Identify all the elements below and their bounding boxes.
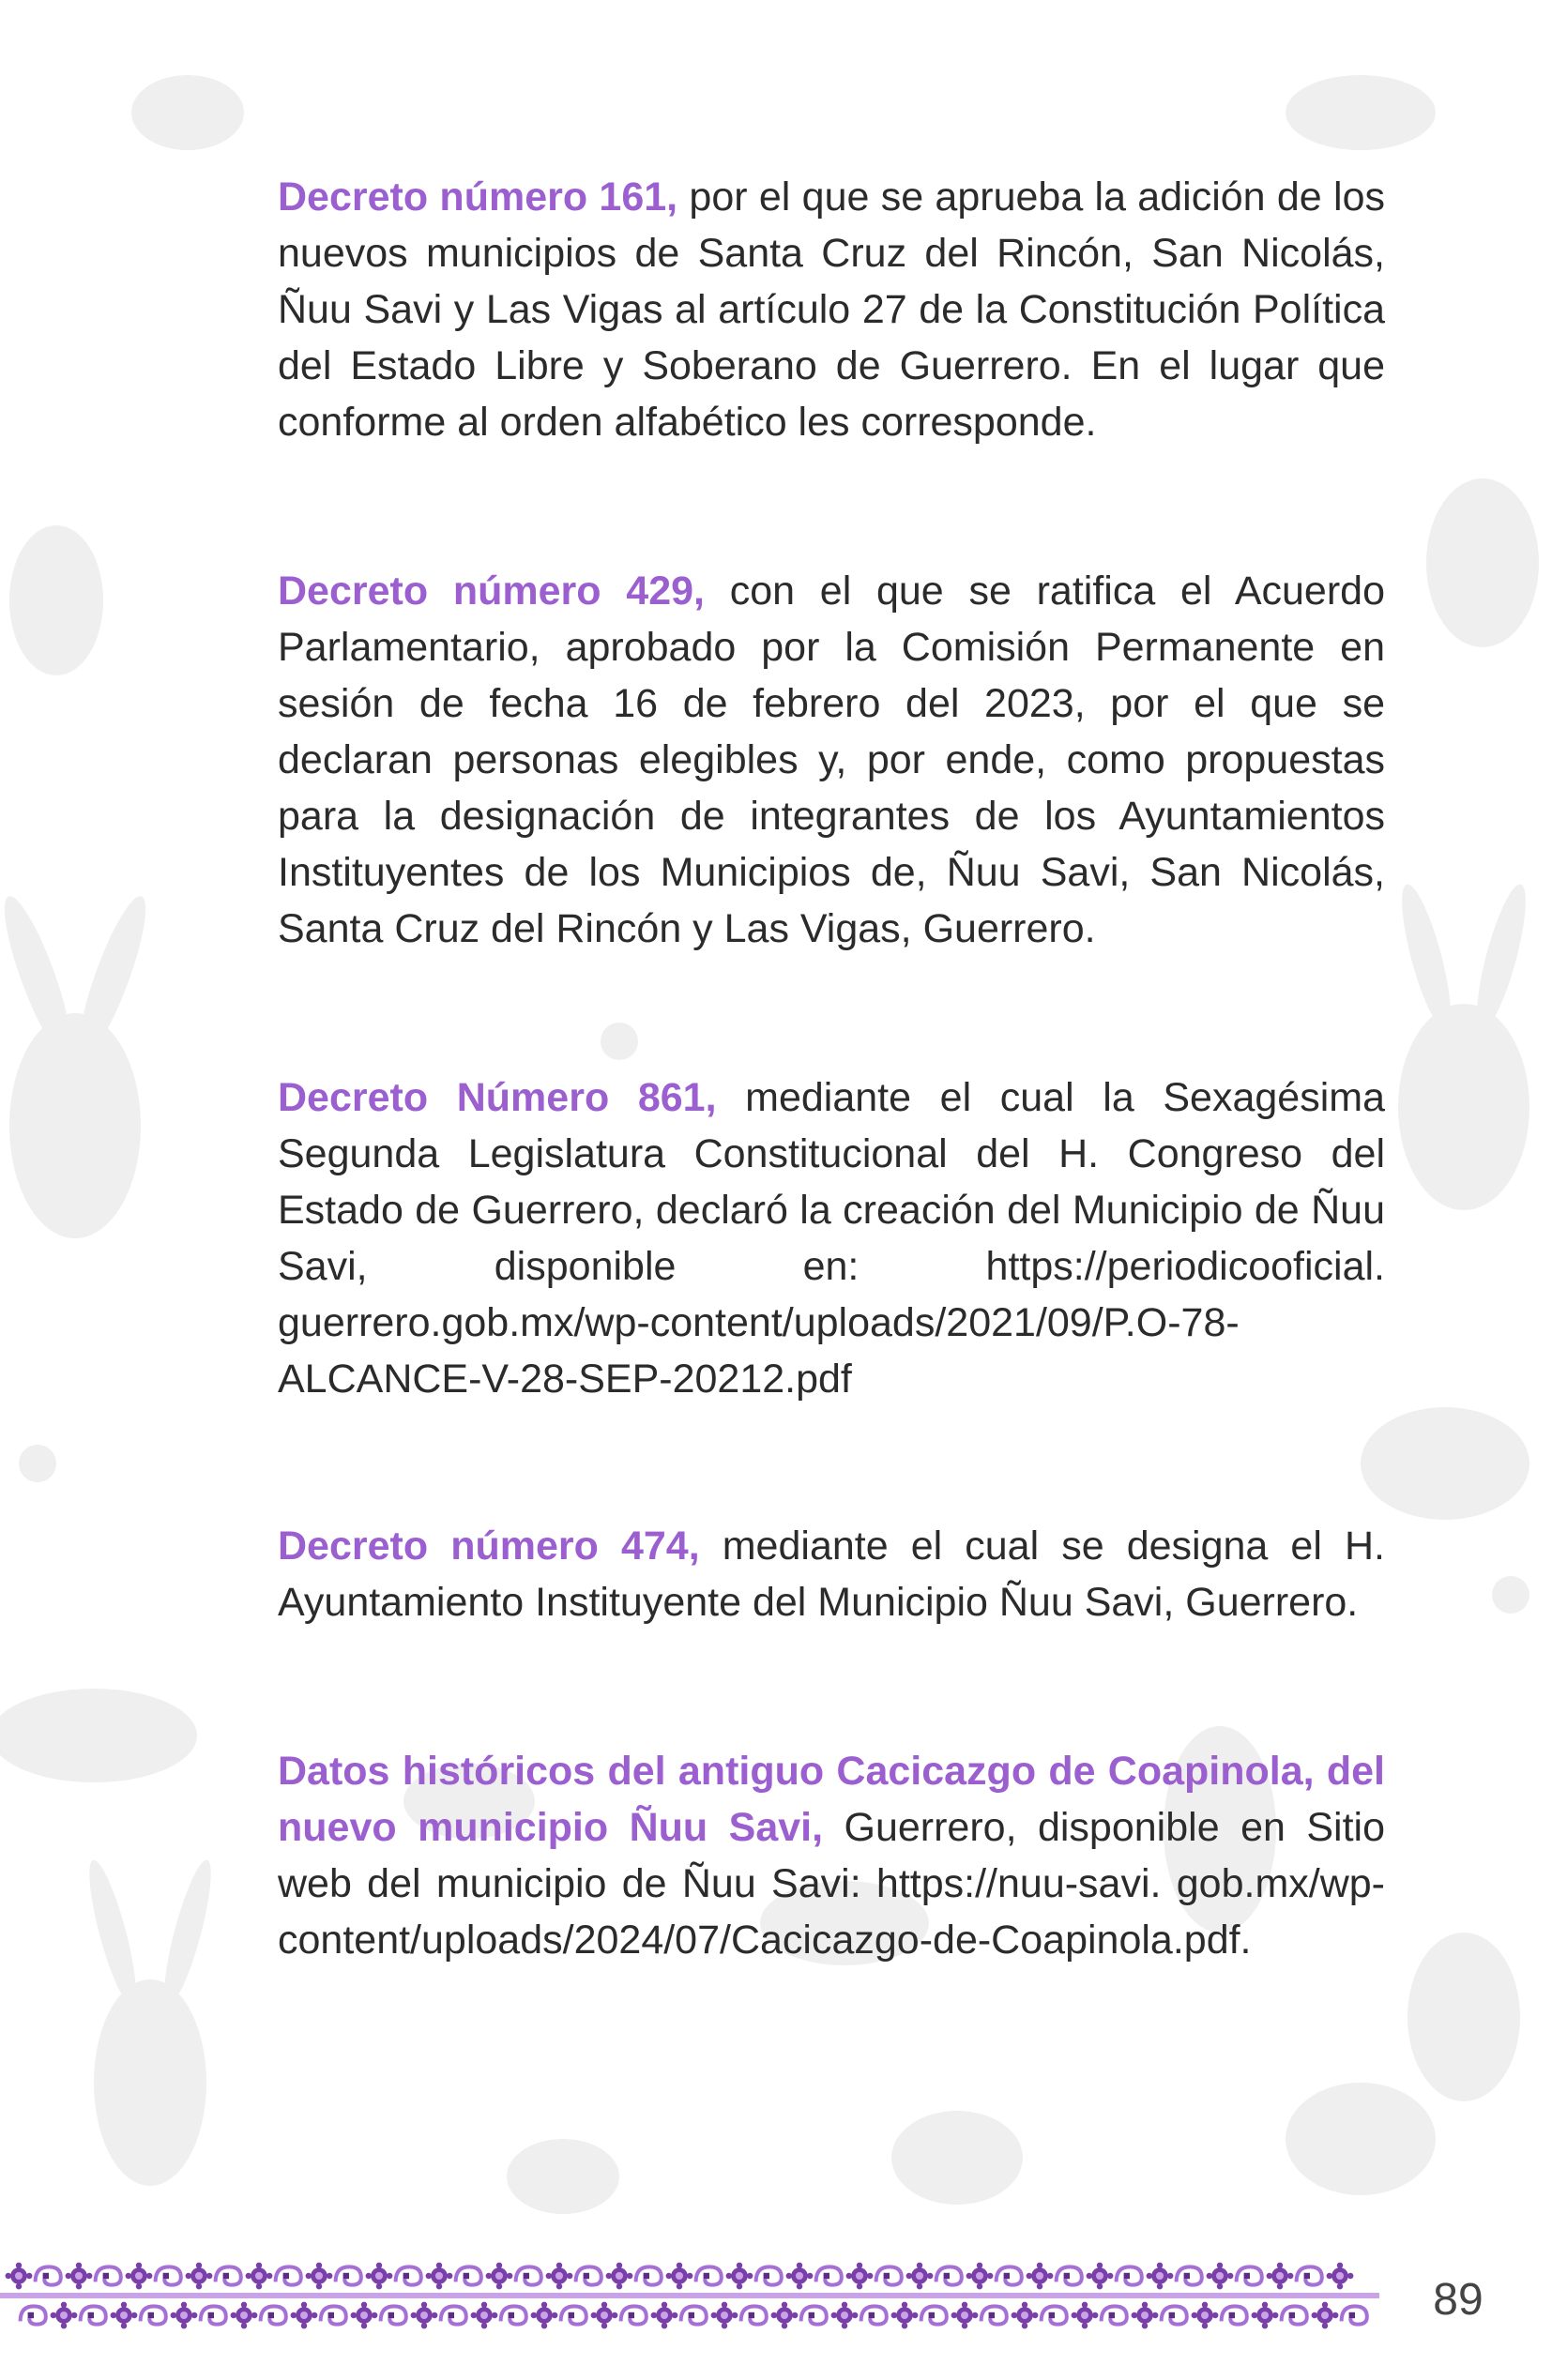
border-flower-icon xyxy=(1252,2302,1279,2329)
border-scroll-icon xyxy=(1117,2266,1142,2284)
border-flower-icon xyxy=(891,2302,919,2329)
border-flower-icon xyxy=(246,2263,273,2290)
reference-entry xyxy=(278,1743,1385,1968)
reference-title: Decreto número 161, xyxy=(278,174,678,220)
border-flower-icon xyxy=(651,2302,678,2329)
border-scroll-icon xyxy=(516,2266,541,2284)
border-scroll-icon xyxy=(456,2266,481,2284)
border-flower-icon xyxy=(606,2263,633,2290)
border-flower-icon xyxy=(1087,2263,1114,2290)
border-scroll-icon xyxy=(336,2266,361,2284)
border-flower-icon xyxy=(111,2302,138,2329)
border-scroll-icon xyxy=(921,2306,947,2324)
reference-entry xyxy=(278,1518,1385,1630)
border-flower-icon xyxy=(666,2263,693,2290)
border-flower-icon xyxy=(846,2263,874,2290)
border-flower-icon xyxy=(711,2302,738,2329)
border-scroll-icon xyxy=(1162,2306,1187,2324)
page-number: 89 xyxy=(1433,2275,1484,2325)
border-scroll-icon xyxy=(441,2306,466,2324)
border-flower-icon xyxy=(1192,2302,1219,2329)
reference-title: Decreto Número 861, xyxy=(278,1075,717,1120)
border-scroll-icon xyxy=(501,2306,526,2324)
border-flower-icon xyxy=(771,2302,799,2329)
border-flower-icon xyxy=(426,2263,453,2290)
border-scroll-icon xyxy=(21,2306,46,2324)
border-flower-icon xyxy=(171,2302,198,2329)
border-flower-icon xyxy=(966,2263,994,2290)
border-scroll-icon xyxy=(81,2306,106,2324)
reference-entry xyxy=(278,169,1385,450)
reference-text: mediante el cual se designa el H. Ayuntamiento Instituyente del Municipio Ñuu Savi, Guerrero. xyxy=(278,1524,1385,1625)
references-list xyxy=(278,169,1385,1968)
border-flower-icon xyxy=(1267,2263,1294,2290)
border-scroll-icon xyxy=(1042,2306,1067,2324)
border-scroll-icon xyxy=(396,2266,421,2284)
border-scroll-icon xyxy=(1057,2266,1082,2284)
border-flower-icon xyxy=(486,2263,513,2290)
border-flower-icon xyxy=(726,2263,753,2290)
border-flower-icon xyxy=(306,2263,333,2290)
border-flower-icon xyxy=(1147,2263,1174,2290)
border-scroll-icon xyxy=(636,2266,662,2284)
border-scroll-icon xyxy=(36,2266,61,2284)
border-scroll-icon xyxy=(576,2266,601,2284)
border-scroll-icon xyxy=(141,2306,166,2324)
border-scroll-icon xyxy=(801,2306,827,2324)
reference-title: Datos históricos del antiguo Cacicazgo de Coapinola, del nuevo municipio Ñuu Savi, xyxy=(278,1749,1385,1850)
border-flower-icon xyxy=(1132,2302,1159,2329)
border-flower-icon xyxy=(471,2302,498,2329)
embroidered-flower-border xyxy=(0,2259,1379,2334)
border-flower-icon xyxy=(6,2263,33,2290)
border-scroll-icon xyxy=(1102,2306,1127,2324)
border-scroll-icon xyxy=(156,2266,181,2284)
border-flower-icon xyxy=(1312,2302,1339,2329)
border-scroll-icon xyxy=(201,2306,226,2324)
border-flower-icon xyxy=(786,2263,814,2290)
border-flower-icon xyxy=(831,2302,859,2329)
border-flower-icon xyxy=(531,2302,558,2329)
reference-entry xyxy=(278,563,1385,957)
border-scroll-icon xyxy=(321,2306,346,2324)
border-scroll-icon xyxy=(261,2306,286,2324)
border-scroll-icon xyxy=(1177,2266,1202,2284)
reference-text: Guerrero, disponible en Sitio web del municipio de Ñuu Savi: https://nuu-savi. gob.mx/wp-content/uploads/2024/07/Cacicazgo-de-Coapinola.pdf. xyxy=(278,1805,1386,1963)
border-scroll-icon xyxy=(381,2306,406,2324)
border-scroll-icon xyxy=(1237,2266,1262,2284)
border-scroll-icon xyxy=(216,2266,241,2284)
border-scroll-icon xyxy=(876,2266,902,2284)
reference-entry xyxy=(278,1069,1385,1407)
border-scroll-icon xyxy=(681,2306,707,2324)
border-flower-icon xyxy=(1072,2302,1099,2329)
reference-text: con el que se ratifica el Acuerdo Parlamentario, aprobado por la Comisión Permanente en sesión de fecha 16 de febrero del 2023, por el que se declaran personas elegibles y, por ende, como propuestas para la designación de integrantes de los Ayuntamientos Instituyentes de los Municipios de, Ñuu Savi, San Nicolás, Santa Cruz del Rincón y Las Vigas, Guerrero. xyxy=(278,568,1385,951)
border-flower-icon xyxy=(906,2263,934,2290)
border-scroll-icon xyxy=(96,2266,121,2284)
border-flower-icon xyxy=(591,2302,618,2329)
reference-title: Decreto número 474, xyxy=(278,1524,700,1569)
border-flower-icon xyxy=(126,2263,153,2290)
border-flower-icon xyxy=(351,2302,378,2329)
border-flower-icon xyxy=(291,2302,318,2329)
border-scroll-icon xyxy=(997,2266,1022,2284)
border-flower-icon xyxy=(1027,2263,1054,2290)
border-scroll-icon xyxy=(1222,2306,1247,2324)
border-scroll-icon xyxy=(741,2306,767,2324)
reference-text: por el que se aprueba la adición de los nuevos municipios de Santa Cruz del Rincón, San Nicolás, Ñuu Savi y Las Vigas al artículo 27 de la Constitución Política del Estado Libre y Soberano de Guerrero. En el lugar que conforme al orden alfabético les corresponde. xyxy=(278,174,1385,445)
border-scroll-icon xyxy=(1282,2306,1307,2324)
border-flower-icon xyxy=(366,2263,393,2290)
border-flower-icon xyxy=(66,2263,93,2290)
border-flower-icon xyxy=(1012,2302,1039,2329)
reference-text: mediante el cual la Sexagésima Segunda Legislatura Constitucional del H. Congreso del Estado de Guerrero, declaró la creación del Municipio de Ñuu Savi, disponible en: https://periodicooficial. guerrero.gob.mx/wp-content/uploads/2021/09/P.O-78-ALCANCE-V-28-SEP-20212.pdf xyxy=(278,1075,1385,1402)
border-scroll-icon xyxy=(816,2266,842,2284)
border-flower-icon xyxy=(951,2302,979,2329)
border-scroll-icon xyxy=(936,2266,962,2284)
reference-title: Decreto número 429, xyxy=(278,568,705,614)
border-scroll-icon xyxy=(696,2266,722,2284)
border-flower-icon xyxy=(1327,2263,1354,2290)
border-scroll-icon xyxy=(756,2266,782,2284)
border-scroll-icon xyxy=(276,2266,301,2284)
border-flower-icon xyxy=(411,2302,438,2329)
border-flower-icon xyxy=(1207,2263,1234,2290)
border-scroll-icon xyxy=(981,2306,1007,2324)
border-flower-icon xyxy=(546,2263,573,2290)
border-scroll-icon xyxy=(621,2306,647,2324)
border-flower-icon xyxy=(51,2302,78,2329)
border-flower-icon xyxy=(186,2263,213,2290)
border-scroll-icon xyxy=(861,2306,887,2324)
border-scroll-icon xyxy=(1342,2306,1367,2324)
border-scroll-icon xyxy=(1297,2266,1322,2284)
border-scroll-icon xyxy=(561,2306,586,2324)
border-flower-icon xyxy=(231,2302,258,2329)
